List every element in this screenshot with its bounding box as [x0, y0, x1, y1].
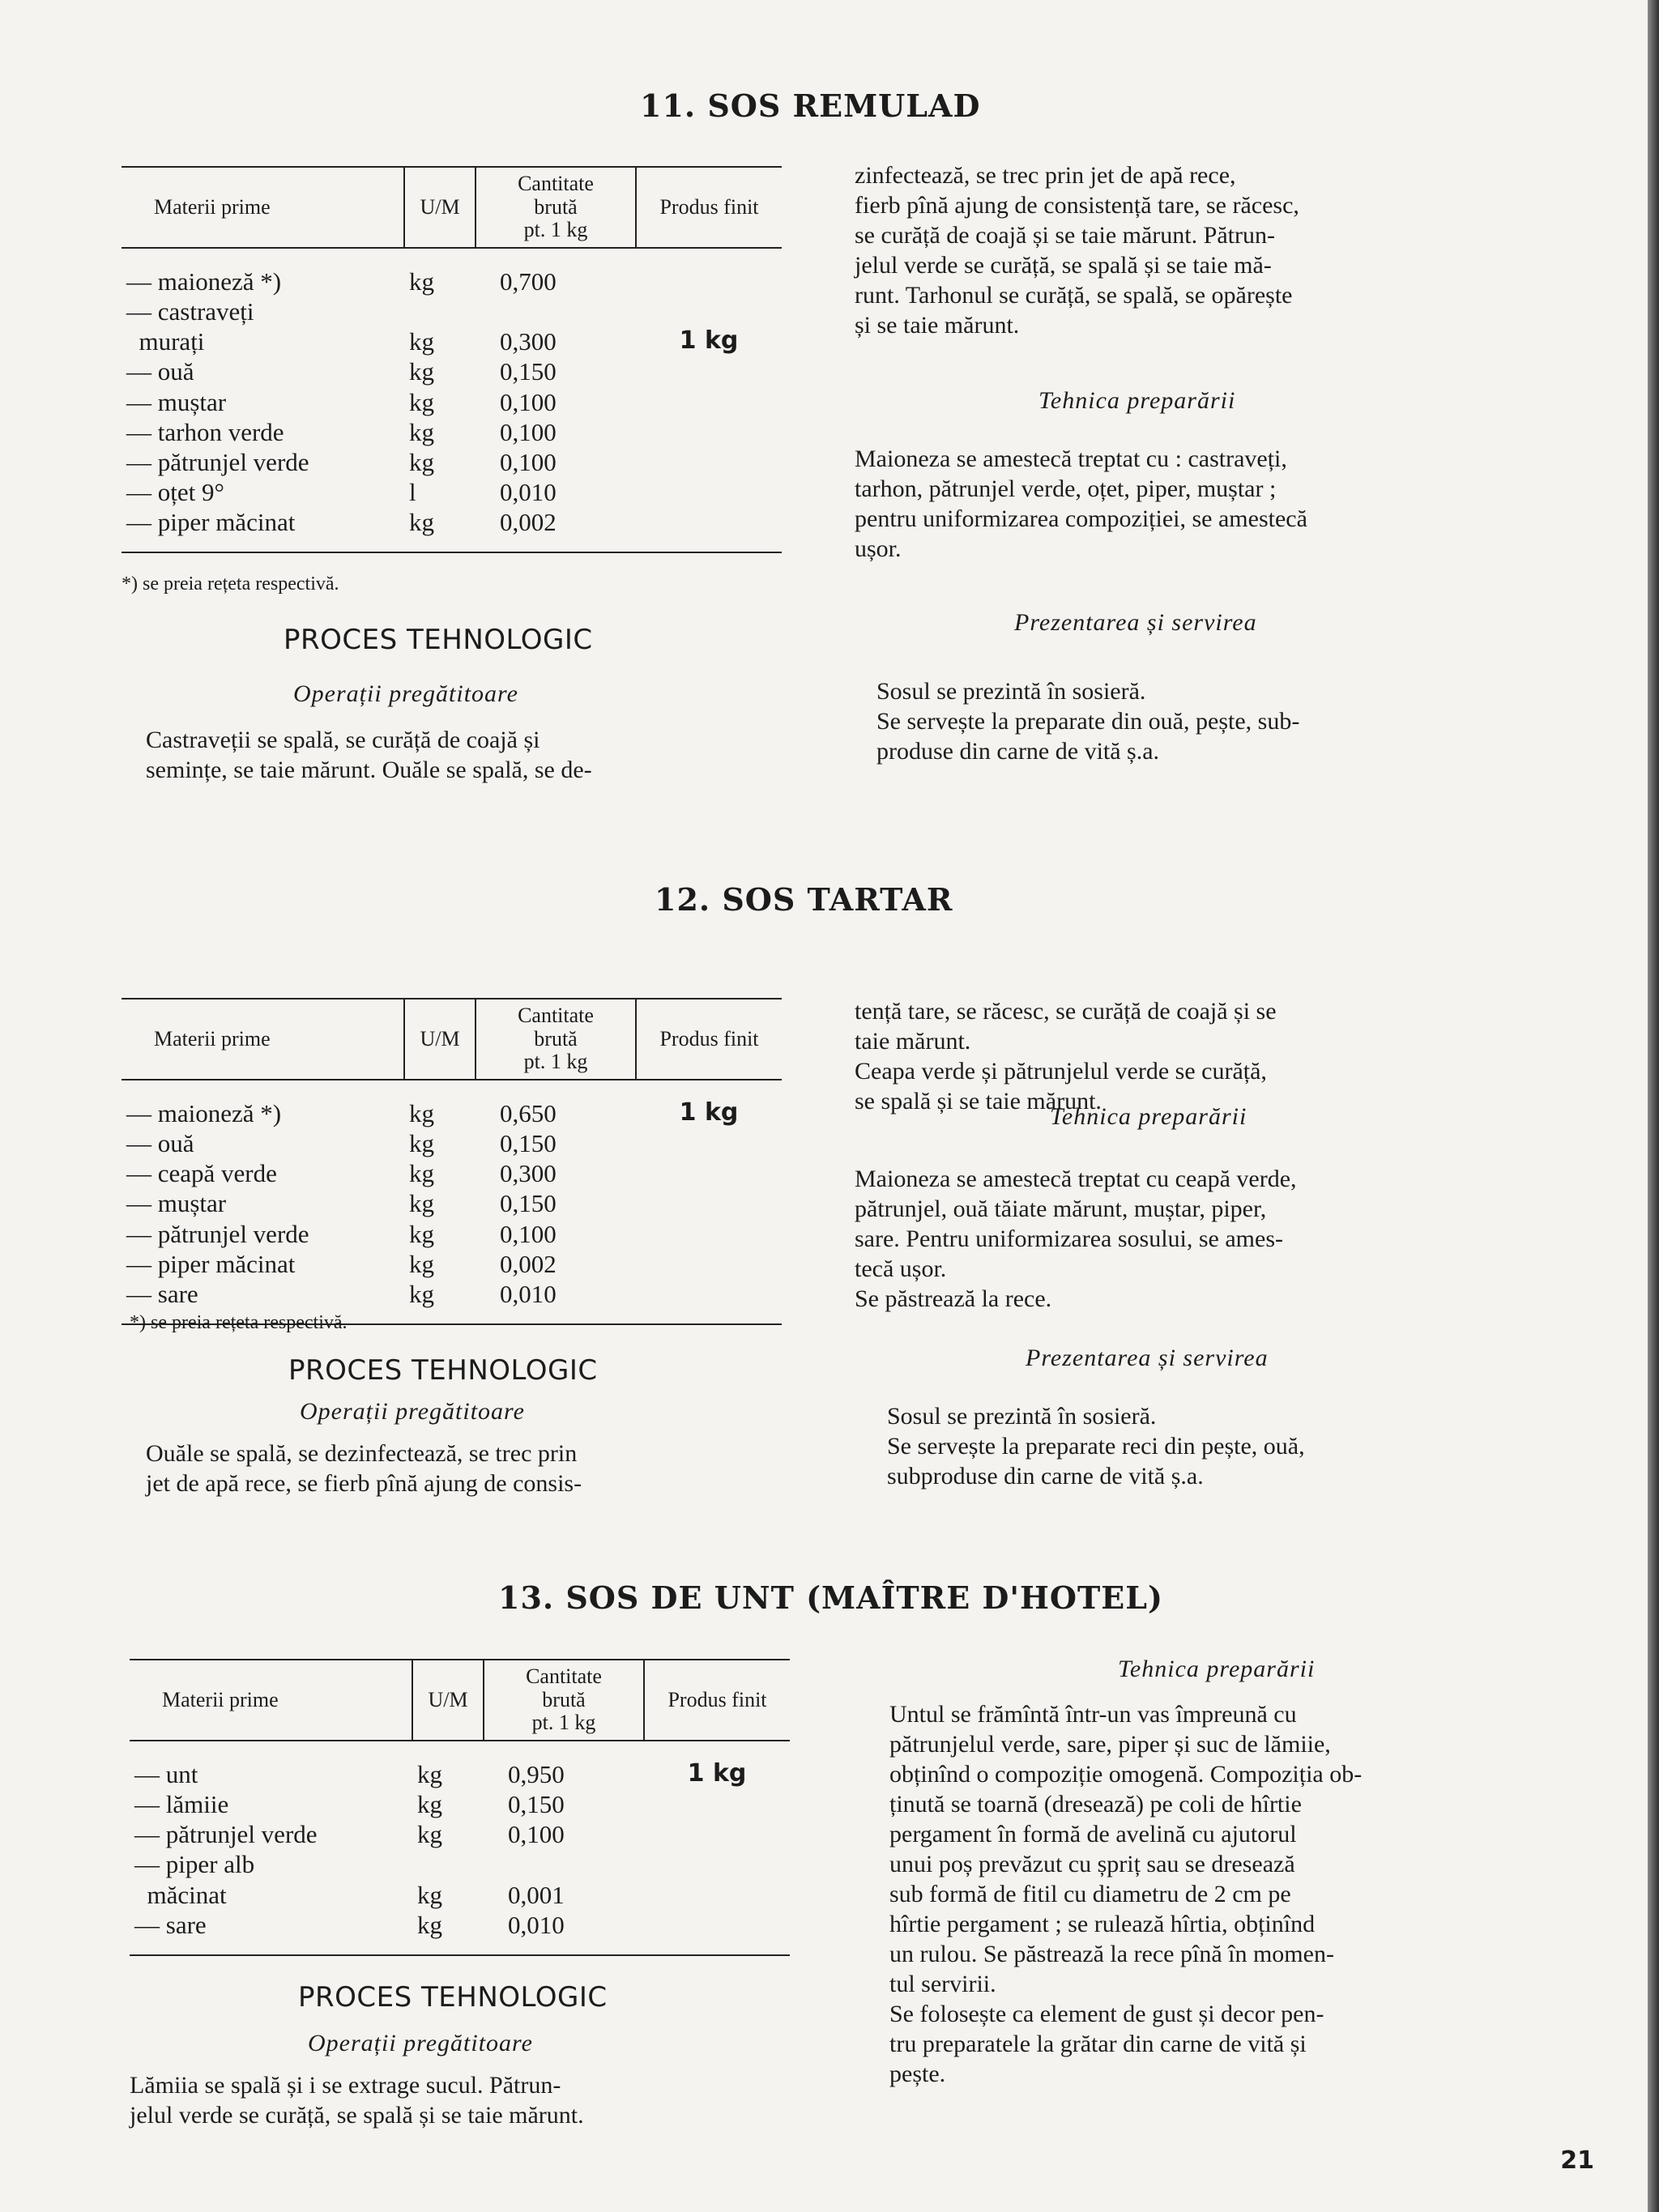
technique-subtitle: Tehnica preparării	[1038, 387, 1236, 414]
ingredient-unit: kg	[404, 507, 476, 552]
ingredient-quantity	[476, 296, 636, 326]
serving-text	[876, 676, 1533, 766]
process-title: PROCES TEHNOLOGIC	[284, 624, 593, 656]
ingredient-quantity: 0,010	[500, 478, 557, 507]
ingredient-quantity: 0,300	[500, 327, 557, 356]
col-header-materials: Materii prime	[122, 999, 404, 1080]
technique-subtitle: Tehnica preparării	[1118, 1656, 1316, 1682]
ingredient-unit	[412, 1849, 484, 1879]
page-edge-shadow	[1648, 0, 1659, 2212]
text-line: tecă ușor.	[855, 1255, 947, 1282]
text-line: Ceapa verde și pătrunjelul verde se curăță,	[855, 1058, 1267, 1085]
qty-header-line: pt. 1 kg	[523, 218, 588, 242]
ingredient-quantity: 0,300	[500, 1159, 557, 1188]
finished-product-qty	[636, 296, 782, 326]
text-line: obținînd o compoziție omogenă. Compoziția ob-	[889, 1761, 1363, 1788]
ingredient-quantity: 0,002	[476, 507, 636, 552]
ingredient-name: — pătrunjel verde	[134, 1820, 318, 1849]
ingredient-quantity: 0,950	[508, 1759, 565, 1788]
table-row	[122, 326, 782, 356]
table-row	[122, 1158, 782, 1188]
ingredient-unit: kg	[409, 417, 434, 446]
text-line: fierb pînă ajung de consistență tare, se răcesc,	[855, 192, 1299, 219]
ingredient-name: — ouă	[126, 357, 194, 386]
ingredient-name: — muștar	[126, 387, 227, 416]
ingredient-name: — sare	[130, 1910, 412, 1955]
col-header-qty	[476, 167, 636, 248]
prep-subtitle: Operații pregătitoare	[293, 680, 518, 707]
ingredient-quantity: 0,100	[508, 1820, 565, 1849]
ingredient-name: — pătrunjel verde	[126, 447, 309, 476]
technique-subtitle: Tehnica preparării	[1050, 1103, 1247, 1130]
table-row	[122, 248, 782, 296]
continued-text	[855, 996, 1519, 1116]
qty-header-line: Cantitate	[518, 172, 594, 195]
ingredient-quantity: 0,002	[500, 1249, 557, 1278]
text-line: pergament în formă de avelină cu ajutorul	[889, 1821, 1297, 1848]
text-line: ținută se toarnă (dresează) pe coli de hîrtie	[889, 1791, 1302, 1818]
finished-product-qty	[636, 477, 782, 507]
ingredient-unit: kg	[409, 266, 434, 296]
qty-header-line: brută	[534, 194, 578, 219]
ingredient-unit: l	[409, 478, 416, 507]
recipe-title: 13. SOS DE UNT (MAÎTRE D'HOTEL)	[498, 1579, 1163, 1616]
text-line: pentru uniformizarea compoziției, se amestecă	[855, 505, 1307, 532]
process-title: PROCES TEHNOLOGIC	[288, 1354, 598, 1387]
finished-product-qty	[636, 507, 782, 552]
text-line: Sosul se prezintă în sosieră.	[887, 1403, 1157, 1430]
table-row	[122, 1219, 782, 1249]
ingredient-quantity: 0,001	[508, 1880, 565, 1909]
page-number: 21	[1560, 2146, 1594, 2175]
text-line: Ouăle se spală, se dezinfectează, se trec prin	[146, 1440, 578, 1467]
qty-header-line: Cantitate	[518, 1004, 594, 1027]
text-line: pătrunjel, ouă tăiate mărunt, muștar, piper,	[855, 1196, 1267, 1222]
col-header-um: U/M	[404, 999, 476, 1080]
finished-product-qty	[644, 1789, 790, 1819]
ingredient-name: — pătrunjel verde	[126, 1219, 309, 1248]
text-line: pătrunjelul verde, sare, piper și suc de lămiie,	[889, 1731, 1331, 1758]
table-row	[130, 1880, 790, 1910]
table-row	[122, 296, 782, 326]
continued-text	[855, 160, 1527, 340]
finished-product-qty	[644, 1819, 790, 1849]
prep-subtitle: Operații pregătitoare	[308, 2030, 533, 2056]
text-line: tență tare, se răcesc, se curăță de coajă și se	[855, 998, 1277, 1025]
finished-product-qty	[636, 387, 782, 417]
text-line: runt. Tarhonul se curăță, se spală, se opărește	[855, 282, 1293, 309]
prep-text	[146, 1438, 786, 1498]
ingredient-quantity: 0,010	[484, 1910, 644, 1955]
finished-product-qty	[636, 1158, 782, 1188]
table-row	[122, 447, 782, 477]
text-line: jelul verde se curăță, se spală și se taie mărunt.	[130, 2102, 584, 2129]
text-line: hîrtie pergament ; se rulează hîrtia, obținînd	[889, 1911, 1316, 1937]
technique-text	[855, 444, 1527, 564]
table-row	[122, 1128, 782, 1158]
ingredient-quantity: 0,150	[508, 1789, 565, 1818]
ingredient-quantity: 0,150	[500, 1189, 557, 1218]
prep-subtitle: Operații pregătitoare	[300, 1398, 525, 1425]
technique-text	[889, 1699, 1529, 2089]
col-header-qty	[476, 999, 636, 1080]
text-line: Untul se frămîntă într-un vas împreună cu	[889, 1701, 1297, 1728]
ingredient-unit: kg	[404, 1279, 476, 1324]
ingredient-unit: kg	[409, 1098, 434, 1127]
ingredient-unit: kg	[409, 1128, 434, 1157]
ingredient-unit: kg	[409, 1189, 434, 1218]
ingredient-unit: kg	[409, 447, 434, 476]
col-header-um: U/M	[412, 1660, 484, 1741]
recipe-title: 12. SOS TARTAR	[655, 881, 953, 918]
table-row	[130, 1910, 790, 1955]
table-row	[122, 387, 782, 417]
table-row	[122, 417, 782, 447]
finished-product-qty	[636, 356, 782, 386]
ingredient-name: — lămiie	[134, 1789, 229, 1818]
recipe-title: 11. SOS REMULAD	[640, 87, 981, 124]
text-line: tul servirii.	[889, 1971, 996, 1997]
ingredients-table	[122, 166, 782, 553]
table-row	[130, 1741, 790, 1789]
ingredient-quantity: 0,700	[500, 266, 557, 296]
col-header-finished: Produs finit	[644, 1660, 790, 1741]
ingredient-name: — ouă	[126, 1128, 194, 1157]
footnote: *) se preia rețeta respectivă.	[122, 573, 339, 595]
prep-text	[130, 2070, 794, 2130]
ingredient-unit: kg	[409, 327, 434, 356]
finished-product-qty	[636, 1128, 782, 1158]
text-line: Se folosește ca element de gust și decor pen-	[889, 2001, 1324, 2027]
finished-product-qty	[636, 1249, 782, 1279]
text-line: un rulou. Se păstrează la rece pînă în momen-	[889, 1941, 1334, 1967]
table-row	[130, 1849, 790, 1879]
text-line: Maioneza se amestecă treptat cu ceapă verde,	[855, 1166, 1297, 1192]
text-line: produse din carne de vită ș.a.	[876, 738, 1160, 765]
col-header-materials: Materii prime	[130, 1660, 412, 1741]
ingredient-unit: kg	[409, 1249, 434, 1278]
text-line: se curăță de coajă și se taie mărunt. Pătrun-	[855, 222, 1275, 249]
finished-product-qty: 1 kg	[687, 1758, 747, 1788]
ingredient-unit	[404, 296, 476, 326]
col-header-materials: Materii prime	[122, 167, 404, 248]
ingredient-name: — oțet 9°	[126, 478, 224, 507]
ingredient-unit: kg	[417, 1759, 442, 1788]
finished-product-qty	[644, 1910, 790, 1955]
finished-product-qty	[644, 1880, 790, 1910]
ingredient-unit: kg	[409, 1219, 434, 1248]
text-line: Se servește la preparate din ouă, pește, sub-	[876, 708, 1300, 735]
ingredient-name: — muștar	[126, 1189, 227, 1218]
table-row	[122, 1188, 782, 1218]
text-line: tarhon, pătrunjel verde, oțet, piper, muștar ;	[855, 475, 1277, 502]
table-row	[122, 356, 782, 386]
prep-text	[146, 725, 778, 785]
ingredient-name: — maioneză *)	[126, 266, 282, 296]
text-line: sub formă de fitil cu diametru de 2 cm pe	[889, 1881, 1291, 1907]
ingredient-name: — maioneză *)	[126, 1098, 282, 1127]
text-line: subproduse din carne de vită ș.a.	[887, 1463, 1204, 1490]
finished-product-qty	[636, 1279, 782, 1324]
finished-product-qty	[644, 1849, 790, 1879]
serving-text	[887, 1401, 1527, 1491]
finished-product-qty: 1 kg	[679, 326, 739, 356]
process-title: PROCES TEHNOLOGIC	[298, 1981, 608, 2014]
table-row	[122, 1080, 782, 1128]
ingredients-table	[130, 1659, 790, 1956]
ingredient-unit: kg	[409, 1159, 434, 1188]
text-line: Lămiia se spală și i se extrage sucul. Pătrun-	[130, 2072, 561, 2099]
text-line: unui poș prevăzut cu șpriț sau se dresează	[889, 1851, 1295, 1877]
ingredient-quantity: 0,150	[500, 1128, 557, 1157]
ingredient-name: — unt	[134, 1759, 198, 1788]
text-line: Sosul se prezintă în sosieră.	[876, 678, 1146, 705]
text-line: ușor.	[855, 535, 902, 562]
ingredient-unit: kg	[417, 1820, 442, 1849]
finished-product-qty: 1 kg	[679, 1097, 739, 1127]
ingredient-unit: kg	[409, 357, 434, 386]
ingredient-name: — tarhon verde	[126, 417, 284, 446]
ingredient-name: — castraveți	[126, 296, 254, 326]
table-row	[122, 507, 782, 552]
table-row	[130, 1789, 790, 1819]
col-header-finished: Produs finit	[636, 999, 782, 1080]
ingredient-quantity: 0,150	[500, 357, 557, 386]
ingredient-unit: kg	[417, 1789, 442, 1818]
ingredient-name: — sare	[122, 1279, 404, 1324]
text-line: tru preparatele la grătar din carne de vită și	[889, 2031, 1307, 2057]
finished-product-qty	[636, 1188, 782, 1218]
ingredient-unit: kg	[412, 1910, 484, 1955]
qty-header-line: pt. 1 kg	[531, 1711, 596, 1735]
text-line: sare. Pentru uniformizarea sosului, se ames-	[855, 1225, 1283, 1252]
qty-header-line: pt. 1 kg	[523, 1050, 588, 1074]
qty-header-line: Cantitate	[526, 1664, 602, 1688]
col-header-um: U/M	[404, 167, 476, 248]
ingredient-name: măcinat	[134, 1880, 227, 1909]
text-line: taie mărunt.	[855, 1028, 971, 1055]
ingredient-name: — piper măcinat	[126, 1249, 296, 1278]
ingredient-quantity: 0,100	[500, 1219, 557, 1248]
ingredient-name: — piper alb	[134, 1850, 255, 1879]
serving-subtitle: Prezentarea și servirea	[1014, 609, 1257, 636]
finished-product-qty	[636, 447, 782, 477]
text-line: zinfectează, se trec prin jet de apă rece,	[855, 162, 1236, 189]
ingredient-quantity: 0,100	[500, 387, 557, 416]
table-row	[130, 1819, 790, 1849]
finished-product-qty	[636, 417, 782, 447]
ingredient-unit: kg	[409, 387, 434, 416]
ingredient-name: — piper măcinat	[122, 507, 404, 552]
ingredient-quantity: 0,100	[500, 447, 557, 476]
text-line: pește.	[889, 2061, 946, 2087]
text-line: semințe, se taie mărunt. Ouăle se spală, se de-	[146, 757, 592, 783]
ingredients-table	[122, 998, 782, 1325]
text-line: jet de apă rece, se fierb pînă ajung de consis-	[146, 1470, 582, 1497]
serving-subtitle: Prezentarea și servirea	[1026, 1345, 1269, 1371]
ingredient-quantity: 0,010	[476, 1279, 636, 1324]
ingredient-quantity	[484, 1849, 644, 1879]
ingredient-name: — ceapă verde	[126, 1159, 277, 1188]
ingredient-quantity: 0,100	[500, 417, 557, 446]
text-line: jelul verde se curăță, se spală și se taie mă-	[855, 252, 1272, 279]
technique-text	[855, 1164, 1519, 1314]
text-line: Se servește la preparate reci din pește, ouă,	[887, 1433, 1305, 1460]
col-header-finished: Produs finit	[636, 167, 782, 248]
ingredient-name: murați	[126, 327, 205, 356]
table-row	[122, 1249, 782, 1279]
qty-header-line: brută	[542, 1687, 586, 1711]
col-header-qty	[484, 1660, 644, 1741]
text-line: și se taie mărunt.	[855, 312, 1020, 339]
text-line: Se păstrează la rece.	[855, 1285, 1052, 1312]
finished-product-qty	[636, 248, 782, 296]
text-line: Castraveții se spală, se curăță de coajă și	[146, 727, 540, 753]
ingredient-quantity: 0,650	[500, 1098, 557, 1127]
finished-product-qty	[636, 1219, 782, 1249]
table-row	[122, 477, 782, 507]
qty-header-line: brută	[534, 1026, 578, 1051]
ingredient-unit: kg	[417, 1880, 442, 1909]
text-line: Maioneza se amestecă treptat cu : castraveți,	[855, 445, 1287, 472]
text-line: se spală și se taie mărunt.	[855, 1088, 1102, 1115]
footnote: *) se preia rețeta respectivă.	[130, 1312, 348, 1333]
